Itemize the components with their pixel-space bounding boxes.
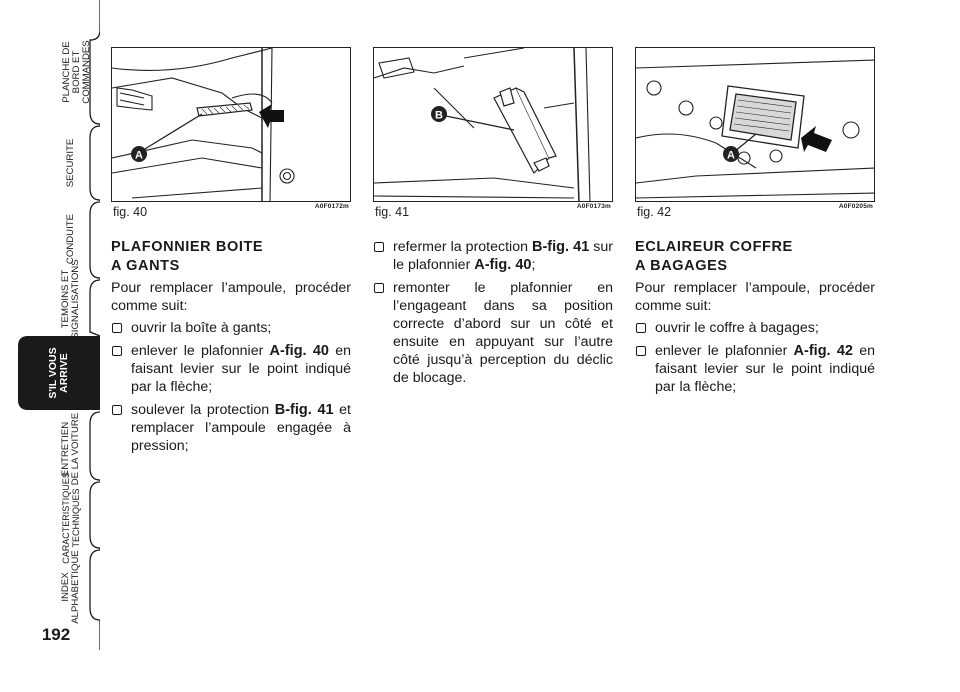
checkbox-bullet-icon: [112, 346, 122, 356]
figure-42-illustration: [635, 47, 875, 202]
figure-41-illustration: [373, 47, 613, 202]
tab-caracteristiques[interactable]: CARACTERISTIQUES TECHNIQUES: [61, 472, 81, 564]
page-number: 192: [41, 625, 71, 644]
tab-planche-de-bord[interactable]: PLANCHE DE BORD ET COMMANDES: [61, 40, 92, 104]
column-trunk-lamp: [635, 238, 875, 401]
svg-text:A: A: [727, 149, 735, 162]
figure-40-illustration: [111, 47, 351, 202]
section-heading: ECLAIREUR COFFRE A BAGAGES: [635, 239, 793, 274]
chapter-tab-strip: [0, 0, 100, 692]
tab-securite[interactable]: SECURITE: [65, 138, 76, 188]
section-heading: PLAFONNIER BOITE A GANTS: [111, 239, 264, 274]
courtesy-lamp: [722, 86, 804, 148]
lamp-cover-hatched: [197, 103, 252, 116]
figure-41: [373, 47, 613, 221]
list-item: remonter le plafonnier en l’engageant dans sa position correcte d’abord sur un côté et ensuite en appuyant sur l’autre côté jusqu’à perception du déclic de blocage.: [373, 279, 613, 387]
tab-conduite[interactable]: CONDUITE: [65, 213, 76, 265]
list-item: enlever le plafonnier A-fig. 40 en faisant levier sur le point indiqué par la flèche;: [111, 342, 351, 396]
list-item: ouvrir le coffre à bagages;: [635, 319, 875, 337]
figure-42: [635, 47, 875, 221]
intro-text: Pour remplacer l’ampoule, procéder comme suit:: [111, 280, 351, 314]
list-item: enlever le plafonnier A-fig. 42 en faisant levier sur le point indiqué par la flèche;: [635, 342, 875, 396]
lamp-unit: [494, 88, 556, 173]
intro-text: Pour remplacer l’ampoule, procéder comme suit:: [635, 280, 875, 314]
list-item: ouvrir la boîte à gants;: [111, 319, 351, 337]
tab-index[interactable]: INDEX ALPHABETIQUE: [60, 550, 81, 624]
tab-entretien[interactable]: ENTRETIEN DE LA VOITURE: [60, 412, 81, 486]
checkbox-bullet-icon: [374, 242, 384, 252]
figure-caption: fig. 42: [637, 205, 672, 219]
figure-40: [111, 47, 351, 221]
svg-text:B: B: [435, 109, 443, 122]
column-glovebox-lamp: [111, 238, 351, 460]
checkbox-bullet-icon: [636, 323, 646, 333]
checkbox-bullet-icon: [112, 405, 122, 415]
tab-temoins[interactable]: TEMOINS ET SIGNALISATIONS: [60, 259, 81, 339]
arrow-icon: [801, 126, 832, 152]
column-continued-steps: [373, 238, 613, 392]
list-item: refermer la protection B-fig. 41 sur le plafonnier A-fig. 40;: [373, 238, 613, 274]
steps-list: [635, 319, 875, 396]
checkbox-bullet-icon: [374, 283, 384, 293]
list-item: soulever la protection B-fig. 41 et remplacer l’ampoule engagée à pression;: [111, 401, 351, 455]
figure-caption: fig. 41: [375, 205, 410, 219]
figure-code: A0F0173m: [576, 203, 611, 210]
figure-code: A0F0172m: [314, 203, 349, 210]
svg-text:A: A: [135, 149, 143, 162]
checkbox-bullet-icon: [636, 346, 646, 356]
checkbox-bullet-icon: [112, 323, 122, 333]
figure-caption: fig. 40: [113, 205, 148, 219]
steps-list: [111, 319, 351, 455]
figure-code: A0F0205m: [838, 203, 873, 210]
steps-list: [373, 238, 613, 387]
tab-sil-vous-arrive[interactable]: S'IL VOUS ARRIVE: [47, 347, 70, 399]
